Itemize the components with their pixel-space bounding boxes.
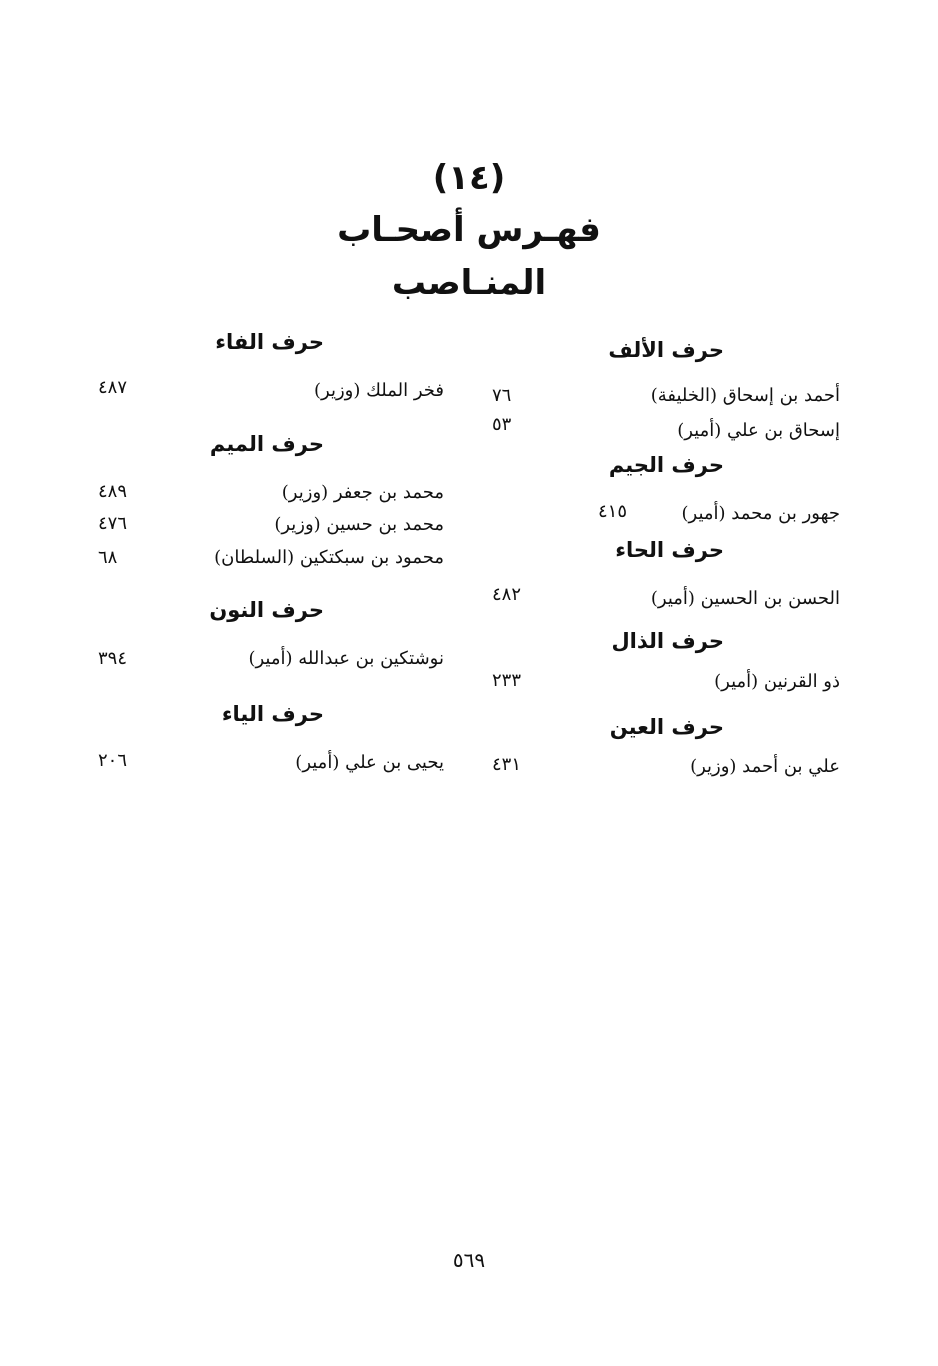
section-heading-mim: حرف الميم <box>209 432 324 456</box>
section-heading-dhal: حرف الذال <box>611 629 724 653</box>
page-number: ٥٦٩ <box>452 1248 486 1272</box>
index-entry-name: إسحاق بن علي (أمير) <box>677 420 840 441</box>
index-entry-name: فخر الملك (وزير) <box>314 380 444 401</box>
index-entry-name: محمود بن سبكتكين (السلطان) <box>214 547 444 568</box>
section-heading-ya: حرف الياء <box>221 702 324 726</box>
index-entry-page: ٧٦ <box>492 385 512 406</box>
index-entry-name: ذو القرنين (أمير) <box>714 671 840 692</box>
index-entry-page: ٥٣ <box>492 414 512 435</box>
index-entry-name: محمد بن حسين (وزير) <box>274 514 444 535</box>
index-entry-page: ٦٨ <box>98 547 118 568</box>
chapter-number: (١٤) <box>432 158 506 198</box>
section-heading-ayn: حرف العين <box>609 715 724 739</box>
index-entry-page: ٤٣١ <box>492 754 522 775</box>
index-entry-name: أحمد بن إسحاق (الخليفة) <box>650 385 840 406</box>
index-entry-name: الحسن بن الحسين (أمير) <box>650 588 840 609</box>
section-heading-ha: حرف الحاء <box>615 538 724 562</box>
index-entry-page: ٢٠٦ <box>98 750 128 771</box>
index-entry-name: محمد بن جعفر (وزير) <box>281 482 444 503</box>
index-entry-name: جهور بن محمد (أمير) <box>681 503 840 524</box>
index-entry-page: ٤٧٦ <box>98 513 128 534</box>
section-heading-nun: حرف النون <box>209 598 324 622</box>
index-entry-name: نوشتكين بن عبدالله (أمير) <box>248 648 444 669</box>
index-entry-page: ٤٨٧ <box>98 377 128 398</box>
section-heading-fa: حرف الفاء <box>215 330 324 354</box>
index-title-line-2: المنـاصب <box>391 263 547 303</box>
index-entry-name: علي بن أحمد (وزير) <box>690 756 840 777</box>
section-heading-alif: حرف الألف <box>608 338 724 362</box>
section-heading-jim: حرف الجيم <box>608 453 724 477</box>
index-entry-page: ٢٣٣ <box>492 670 522 691</box>
index-entry-name: يحيى بن علي (أمير) <box>295 752 444 773</box>
index-title-line-1: فهـرس أصحـاب <box>337 210 601 250</box>
index-entry-page: ٣٩٤ <box>98 648 128 669</box>
index-entry-page: ٤٨٢ <box>492 584 522 605</box>
index-entry-page: ٤٨٩ <box>98 481 128 502</box>
index-entry-page: ٤١٥ <box>598 501 628 522</box>
